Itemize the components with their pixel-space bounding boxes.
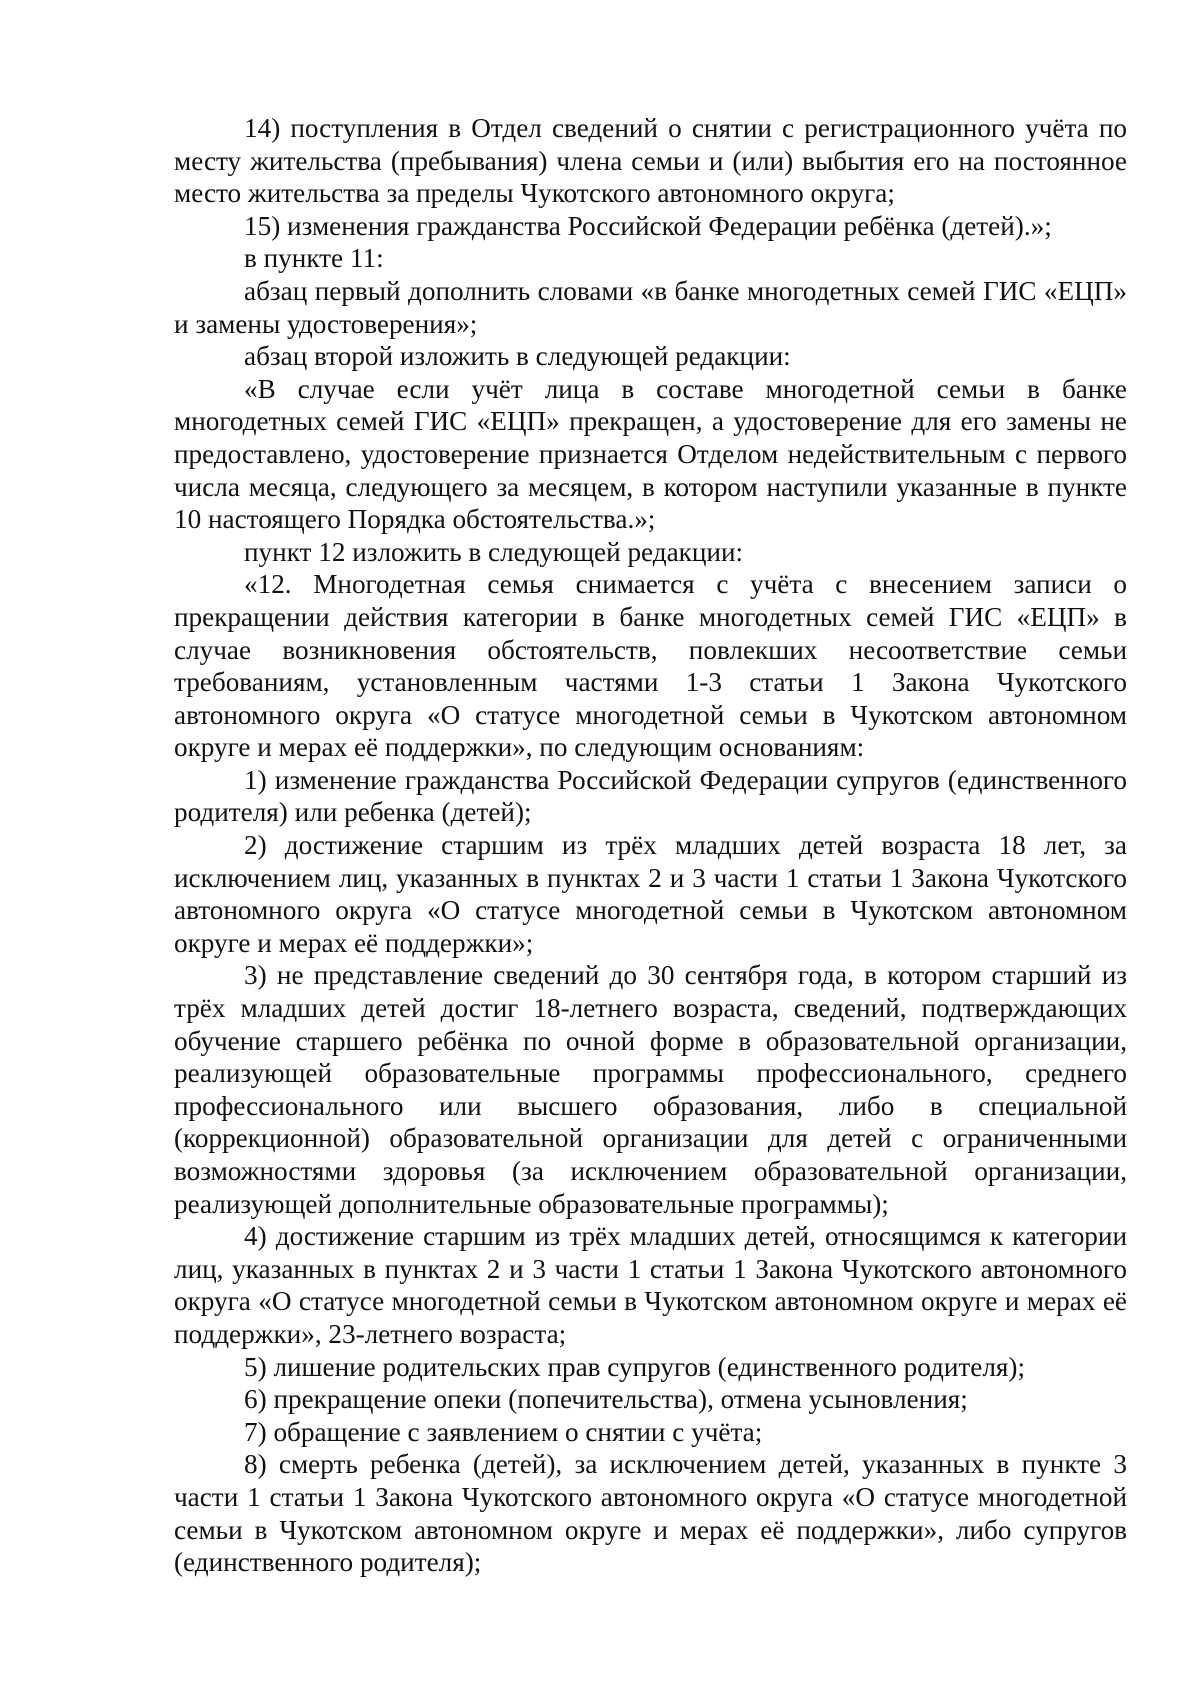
paragraph-item-14: 14) поступления в Отдел сведений о снятии с регистрационного учёта по месту жительства (пребывания) члена семьи и (или) выбытия его на постоянное место жительства за пределы Чукотского автономного округа;	[174, 113, 1127, 209]
paragraph-ground-8: 8) смерть ребенка (детей), за исключением детей, указанных в пункте 3 части 1 статьи 1 Закона Чукотского автономного округа «О статусе многодетной семьи в Чукотском автономном округе и мерах её поддержки», либо супругов (единственного родителя);	[174, 1449, 1127, 1578]
paragraph-ground-7: 7) обращение с заявлением о снятии с учёта;	[244, 1416, 763, 1447]
paragraph-quote-12: «12. Многодетная семья снимается с учёта с внесением записи о прекращении действия категории в банке многодетных семей ГИС «ЕЦП» в случае возникновения обстоятельств, повлекших несоответствие семьи требованиям, установленным частями 1-3 статьи 1 Закона Чукотского автономного округа «О статусе многодетной семьи в Чукотском автономном округе и мерах её поддержки», по следующим основаниям:	[174, 569, 1127, 763]
document-page	[174, 112, 1127, 1579]
paragraph-ground-5: 5) лишение родительских прав супругов (единственного родителя);	[244, 1351, 1026, 1382]
paragraph-ground-1: 1) изменение гражданства Российской Федерации супругов (единственного родителя) или ребенка (детей);	[174, 764, 1127, 828]
paragraph-point-12: пункт 12 изложить в следующей редакции:	[244, 536, 744, 567]
paragraph-ground-4: 4) достижение старшим из трёх младших детей, относящимся к категории лиц, указанных в пунктах 2 и 3 части 1 статьи 1 Закона Чукотского автономного округа «О статусе многодетной семьи в Чукотском автономном округе и мерах её поддержки», 23-летнего возраста;	[174, 1221, 1127, 1349]
paragraph-ground-2: 2) достижение старшим из трёх младших детей возраста 18 лет, за исключением лиц, указанных в пунктах 2 и 3 части 1 статьи 1 Закона Чукотского автономного округа «О статусе многодетной семьи в Чукотском автономном округе и мерах её поддержки»;	[174, 830, 1127, 958]
paragraph-point-11: в пункте 11:	[244, 243, 384, 274]
paragraph-item-15: 15) изменения гражданства Российской Федерации ребёнка (детей).»;	[244, 210, 1052, 241]
paragraph-first-abzac: абзац первый дополнить словами «в банке многодетных семей ГИС «ЕЦП» и замены удостоверения»;	[174, 275, 1127, 339]
paragraph-quote-invalid: «В случае если учёт лица в составе многодетной семьи в банке многодетных семей ГИС «ЕЦП» прекращен, а удостоверение для его замены не предоставлено, удостоверение признается Отделом недействительным с первого числа месяца, следующего за месяцем, в котором наступили указанные в пункте 10 настоящего Порядка обстоятельства.»;	[174, 373, 1127, 535]
paragraph-ground-3: 3) не представление сведений до 30 сентября года, в котором старший из трёх младших детей достиг 18-летнего возраста, сведений, подтверждающих обучение старшего ребёнка по очной форме в образовательной организации, реализующей образовательные программы профессионального, среднего профессионального или высшего образования, либо в специальной (коррекционной) образовательной организации для детей с ограниченными возможностями здоровья (за исключением образовательной организации, реализующей дополнительные образовательные программы);	[174, 960, 1127, 1219]
paragraph-ground-6: 6) прекращение опеки (попечительства), отмена усыновления;	[244, 1384, 968, 1415]
paragraph-second-abzac: абзац второй изложить в следующей редакции:	[244, 341, 791, 372]
